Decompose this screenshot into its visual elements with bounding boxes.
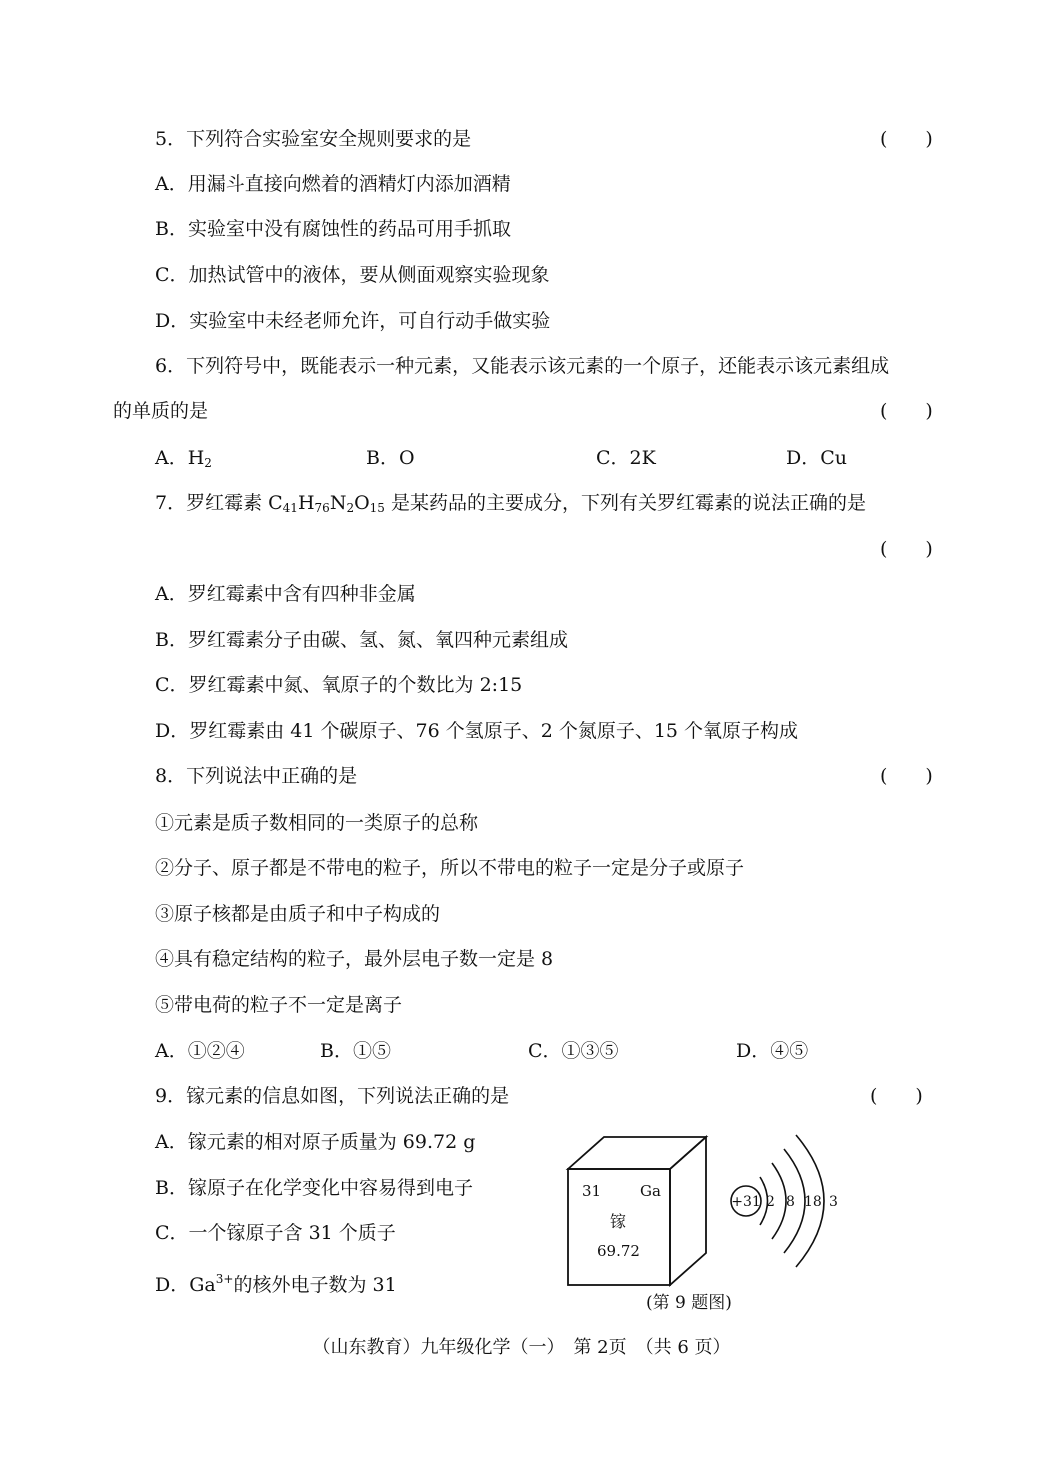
shell-electrons-3: 18 — [804, 1194, 822, 1210]
q7-stem-prefix: 7．罗红霉素 C — [155, 492, 283, 514]
q7-o: O — [354, 492, 370, 514]
q7-option-c: C．罗红霉素中氮、氧原子的个数比为 2:15 — [155, 674, 523, 696]
q8-option-a: A．①②④ — [155, 1040, 245, 1062]
q6-option-a — [155, 446, 212, 475]
q9-option-b: B．镓原子在化学变化中容易得到电子 — [155, 1177, 473, 1199]
q6-stem-line1: 6．下列符号中，既能表示一种元素，又能表示该元素的一个原子，还能表示该元素组成 — [155, 355, 890, 377]
page-footer: （山东教育）九年级化学（一） 第 2页 （共 6 页） — [312, 1337, 731, 1358]
q7-stem — [155, 491, 866, 520]
atomic-mass: 69.72 — [597, 1242, 640, 1260]
q7-option-b: B．罗红霉素分子由碳、氢、氮、氧四种元素组成 — [155, 629, 568, 651]
q8-statement-2: ②分子、原子都是不带电的粒子，所以不带电的粒子一定是分子或原子 — [155, 857, 745, 879]
shell-electrons-4: 3 — [829, 1194, 838, 1210]
q6-option-b: B．O — [366, 447, 415, 469]
q7-h-subscript: 76 — [314, 501, 330, 515]
q9-option-d-superscript: 3+ — [215, 1272, 234, 1286]
q9-stem: 9．镓元素的信息如图，下列说法正确的是 — [155, 1085, 510, 1107]
q7-stem-suffix: 是某药品的主要成分，下列有关罗红霉素的说法正确的是 — [384, 492, 866, 514]
atomic-structure-diagram — [731, 1135, 838, 1267]
element-cube — [568, 1137, 706, 1285]
q6-option-a-subscript: 2 — [204, 456, 212, 470]
atomic-number: 31 — [582, 1182, 602, 1200]
q7-option-d: D．罗红霉素由 41 个碳原子、76 个氢原子、2 个氮原子、15 个氧原子构成 — [155, 720, 799, 742]
q5-option-d: D．实验室中未经老师允许，可自行动手做实验 — [155, 310, 551, 332]
q5-option-b: B．实验室中没有腐蚀性的药品可用手抓取 — [155, 218, 511, 240]
shell-electrons-1: 2 — [766, 1194, 775, 1210]
q9-option-d — [155, 1267, 397, 1297]
q6-option-d: D．Cu — [786, 447, 848, 469]
q9-option-c: C．一个镓原子含 31 个质子 — [155, 1222, 396, 1244]
q9-option-a: A．镓元素的相对原子质量为 69.72 g — [155, 1131, 476, 1153]
q6-option-c: C．2K — [596, 447, 656, 469]
q7-n: N — [329, 492, 347, 514]
q7-o-subscript: 15 — [369, 501, 385, 515]
q5-option-c: C．加热试管中的液体，要从侧面观察实验现象 — [155, 264, 550, 286]
q8-statement-3: ③原子核都是由质子和中子构成的 — [155, 903, 441, 925]
q8-stem: 8．下列说法中正确的是 — [155, 765, 358, 787]
q7-n-subscript: 2 — [346, 501, 355, 515]
q9-answer-bracket: ( ) — [870, 1085, 923, 1107]
figure-caption: (第 9 题图) — [646, 1293, 732, 1313]
q8-statement-1: ①元素是质子数相同的一类原子的总称 — [155, 812, 479, 834]
q6-stem-line2: 的单质的是 — [113, 400, 209, 422]
element-name: 镓 — [610, 1212, 627, 1231]
shell-electrons-2: 8 — [786, 1194, 795, 1210]
q5-stem: 5．下列符合实验室安全规则要求的是 — [155, 128, 472, 150]
q6-answer-bracket: ( ) — [880, 400, 933, 422]
q7-c-subscript: 41 — [282, 501, 298, 515]
q7-h: H — [297, 492, 315, 514]
q8-statement-5: ⑤带电荷的粒子不一定是离子 — [155, 994, 403, 1016]
q5-option-a: A．用漏斗直接向燃着的酒精灯内添加酒精 — [155, 173, 511, 195]
q8-option-d: D．④⑤ — [736, 1040, 809, 1062]
q7-answer-bracket: ( ) — [880, 538, 933, 560]
q8-statement-4: ④具有稳定结构的粒子，最外层电子数一定是 8 — [155, 948, 554, 970]
q9-option-d-suffix: 的核外电子数为 31 — [233, 1274, 397, 1296]
q9-option-d-prefix: D．Ga — [155, 1274, 216, 1296]
q5-answer-bracket: ( ) — [880, 128, 933, 150]
nucleus-charge: +31 — [731, 1194, 761, 1210]
q8-option-b: B．①⑤ — [320, 1040, 391, 1062]
element-symbol: Ga — [640, 1182, 661, 1200]
q6-option-a-text: A．H — [155, 447, 205, 469]
q8-answer-bracket: ( ) — [880, 765, 933, 787]
q7-option-a: A．罗红霉素中含有四种非金属 — [155, 583, 416, 605]
gallium-figure — [560, 1125, 860, 1290]
q8-option-c: C．①③⑤ — [528, 1040, 619, 1062]
